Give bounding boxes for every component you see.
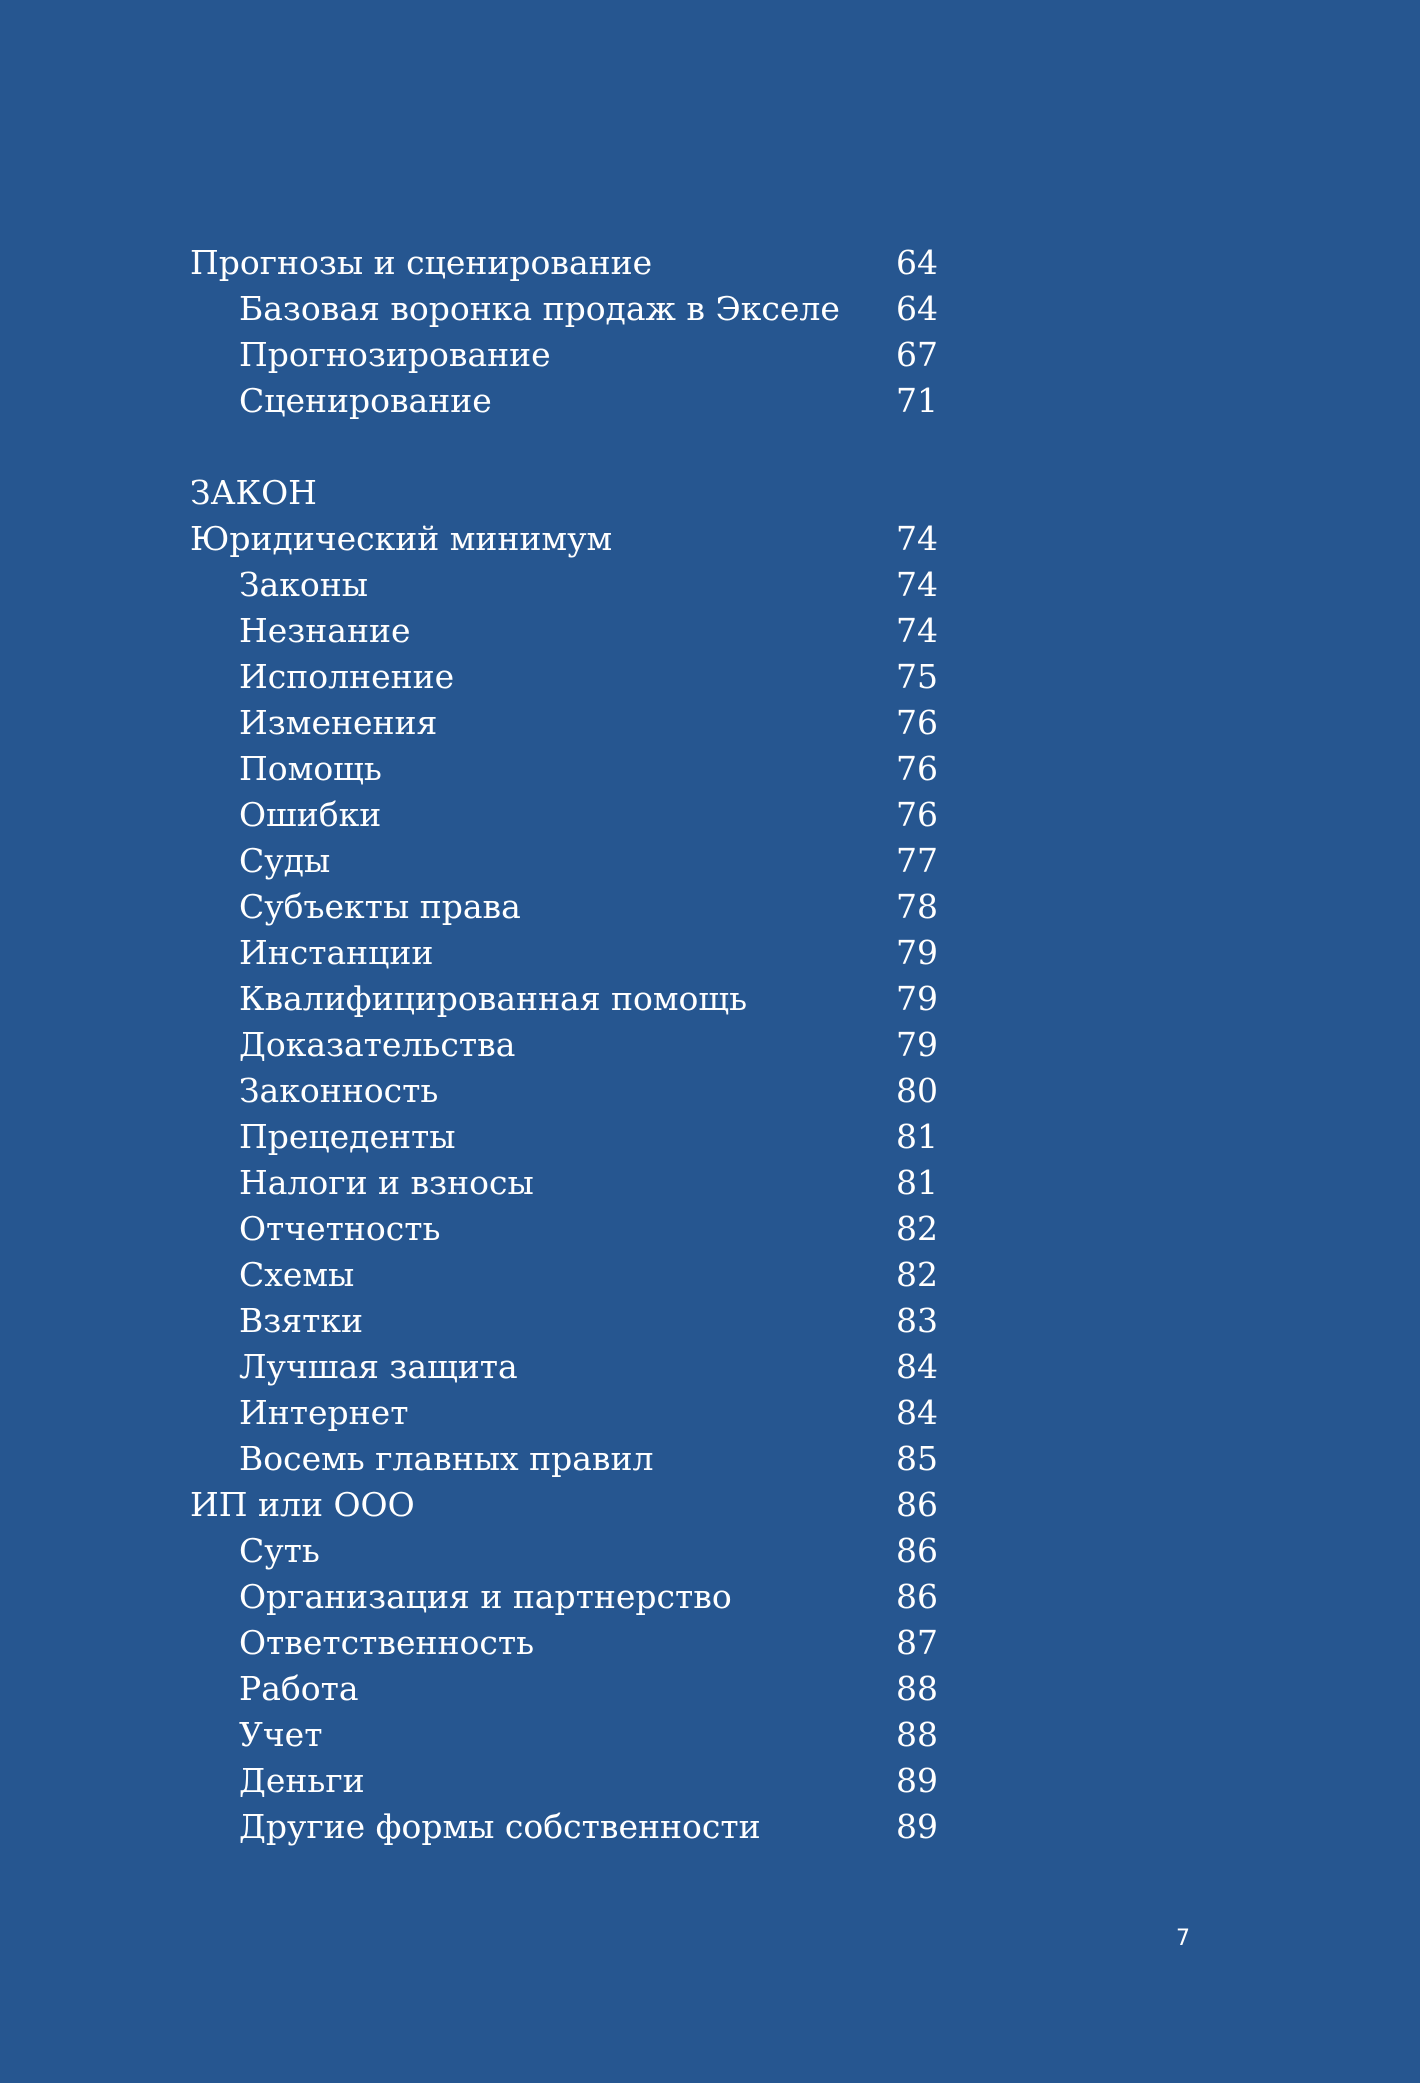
toc-page-number: 89: [896, 1761, 938, 1800]
toc-subsection-title: Ошибки: [239, 795, 382, 834]
toc-page-number: 74: [896, 611, 938, 650]
toc-subsection-row: [190, 1068, 950, 1114]
toc-chapter-title: Прогнозы и сценирование: [190, 243, 653, 282]
toc-subsection-row: [190, 1574, 950, 1620]
toc-subsection-row: [190, 654, 950, 700]
toc-subsection-title: Законность: [239, 1071, 439, 1110]
toc-chapter-row: [190, 1482, 950, 1528]
toc-page-number: 84: [896, 1347, 938, 1386]
toc-page-number: 83: [896, 1301, 938, 1340]
toc-subsection-title: Налоги и взносы: [239, 1163, 534, 1202]
toc-subsection-title: Субъекты права: [239, 887, 521, 926]
toc-subsection-title: Организация и партнерство: [239, 1577, 732, 1616]
toc-page-number: 76: [896, 749, 938, 788]
toc-page-number: 87: [896, 1623, 938, 1662]
toc-block-law: [190, 516, 950, 1850]
toc-page-number: 79: [896, 1025, 938, 1064]
toc-page-number: 80: [896, 1071, 938, 1110]
toc-subsection-title: Другие формы собственности: [239, 1807, 761, 1846]
toc-subsection-row: [190, 1160, 950, 1206]
toc-subsection-row: [190, 332, 950, 378]
toc-subsection-row: [190, 1390, 950, 1436]
toc-subsection-title: Учет: [239, 1715, 323, 1754]
toc-subsection-title: Доказательства: [239, 1025, 516, 1064]
toc-subsection-row: [190, 1252, 950, 1298]
toc-subsection-title: Прецеденты: [239, 1117, 456, 1156]
toc-page-number: 79: [896, 933, 938, 972]
toc-subsection-title: Лучшая защита: [239, 1347, 518, 1386]
table-of-contents: [190, 240, 950, 1850]
toc-subsection-row: [190, 1022, 950, 1068]
toc-block-forecasts: [190, 240, 950, 424]
toc-subsection-row: [190, 792, 950, 838]
toc-subsection-row: [190, 1620, 950, 1666]
toc-subsection-title: Деньги: [239, 1761, 365, 1800]
toc-subsection-row: [190, 1712, 950, 1758]
toc-subsection-row: [190, 286, 950, 332]
toc-subsection-title: Отчетность: [239, 1209, 441, 1248]
toc-subsection-row: [190, 884, 950, 930]
section-heading-row: [190, 470, 950, 516]
toc-subsection-title: Интернет: [239, 1393, 409, 1432]
toc-subsection-title: Базовая воронка продаж в Экселе: [239, 289, 840, 328]
toc-subsection-title: Суть: [239, 1531, 320, 1570]
toc-subsection-title: Взятки: [239, 1301, 363, 1340]
page-number: 7: [1176, 1926, 1190, 1951]
toc-subsection-title: Инстанции: [239, 933, 434, 972]
toc-chapter-row: [190, 240, 950, 286]
toc-subsection-title: Квалифицированная помощь: [239, 979, 748, 1018]
toc-subsection-title: Сценирование: [239, 381, 492, 420]
toc-subsection-row: [190, 1344, 950, 1390]
toc-subsection-row: [190, 1804, 950, 1850]
section-gap: [190, 424, 950, 470]
toc-page-number: 64: [896, 243, 938, 282]
toc-page-number: 82: [896, 1255, 938, 1294]
toc-subsection-title: Восемь главных правил: [239, 1439, 654, 1478]
toc-page-number: 88: [896, 1669, 938, 1708]
toc-page-number: 64: [896, 289, 938, 328]
toc-page-number: 89: [896, 1807, 938, 1846]
toc-subsection-row: [190, 1528, 950, 1574]
toc-subsection-row: [190, 1666, 950, 1712]
toc-page-number: 84: [896, 1393, 938, 1432]
toc-subsection-row: [190, 1758, 950, 1804]
toc-page-number: 82: [896, 1209, 938, 1248]
toc-subsection-row: [190, 1114, 950, 1160]
toc-page-number: 86: [896, 1577, 938, 1616]
toc-page-number: 79: [896, 979, 938, 1018]
toc-page-number: 81: [896, 1163, 938, 1202]
toc-subsection-row: [190, 838, 950, 884]
toc-page-number: 86: [896, 1531, 938, 1570]
toc-subsection-title: Помощь: [239, 749, 382, 788]
toc-subsection-title: Прогнозирование: [239, 335, 551, 374]
toc-page-number: 78: [896, 887, 938, 926]
toc-subsection-row: [190, 1206, 950, 1252]
toc-subsection-title: Законы: [239, 565, 368, 604]
toc-page-number: 77: [896, 841, 938, 880]
toc-page-number: 67: [896, 335, 938, 374]
toc-chapter-title: ИП или ООО: [190, 1485, 415, 1524]
toc-subsection-title: Ответственность: [239, 1623, 535, 1662]
toc-subsection-row: [190, 562, 950, 608]
toc-page-number: 75: [896, 657, 938, 696]
toc-page-number: 88: [896, 1715, 938, 1754]
toc-page-number: 74: [896, 565, 938, 604]
toc-subsection-title: Работа: [239, 1669, 359, 1708]
toc-subsection-row: [190, 608, 950, 654]
toc-subsection-title: Суды: [239, 841, 331, 880]
toc-chapter-row: [190, 516, 950, 562]
toc-page-number: 76: [896, 703, 938, 742]
toc-subsection-row: [190, 700, 950, 746]
toc-subsection-title: Изменения: [239, 703, 438, 742]
toc-page-number: 71: [896, 381, 938, 420]
toc-subsection-row: [190, 378, 950, 424]
toc-page-number: 76: [896, 795, 938, 834]
toc-subsection-row: [190, 930, 950, 976]
toc-subsection-row: [190, 746, 950, 792]
toc-subsection-row: [190, 1298, 950, 1344]
section-heading: ЗАКОН: [190, 473, 317, 512]
toc-page-number: 85: [896, 1439, 938, 1478]
toc-page-number: 74: [896, 519, 938, 558]
toc-page-number: 81: [896, 1117, 938, 1156]
toc-subsection-title: Схемы: [239, 1255, 355, 1294]
toc-page-number: 86: [896, 1485, 938, 1524]
toc-subsection-row: [190, 1436, 950, 1482]
toc-subsection-title: Незнание: [239, 611, 411, 650]
toc-subsection-title: Исполнение: [239, 657, 455, 696]
toc-chapter-title: Юридический минимум: [190, 519, 613, 558]
toc-subsection-row: [190, 976, 950, 1022]
